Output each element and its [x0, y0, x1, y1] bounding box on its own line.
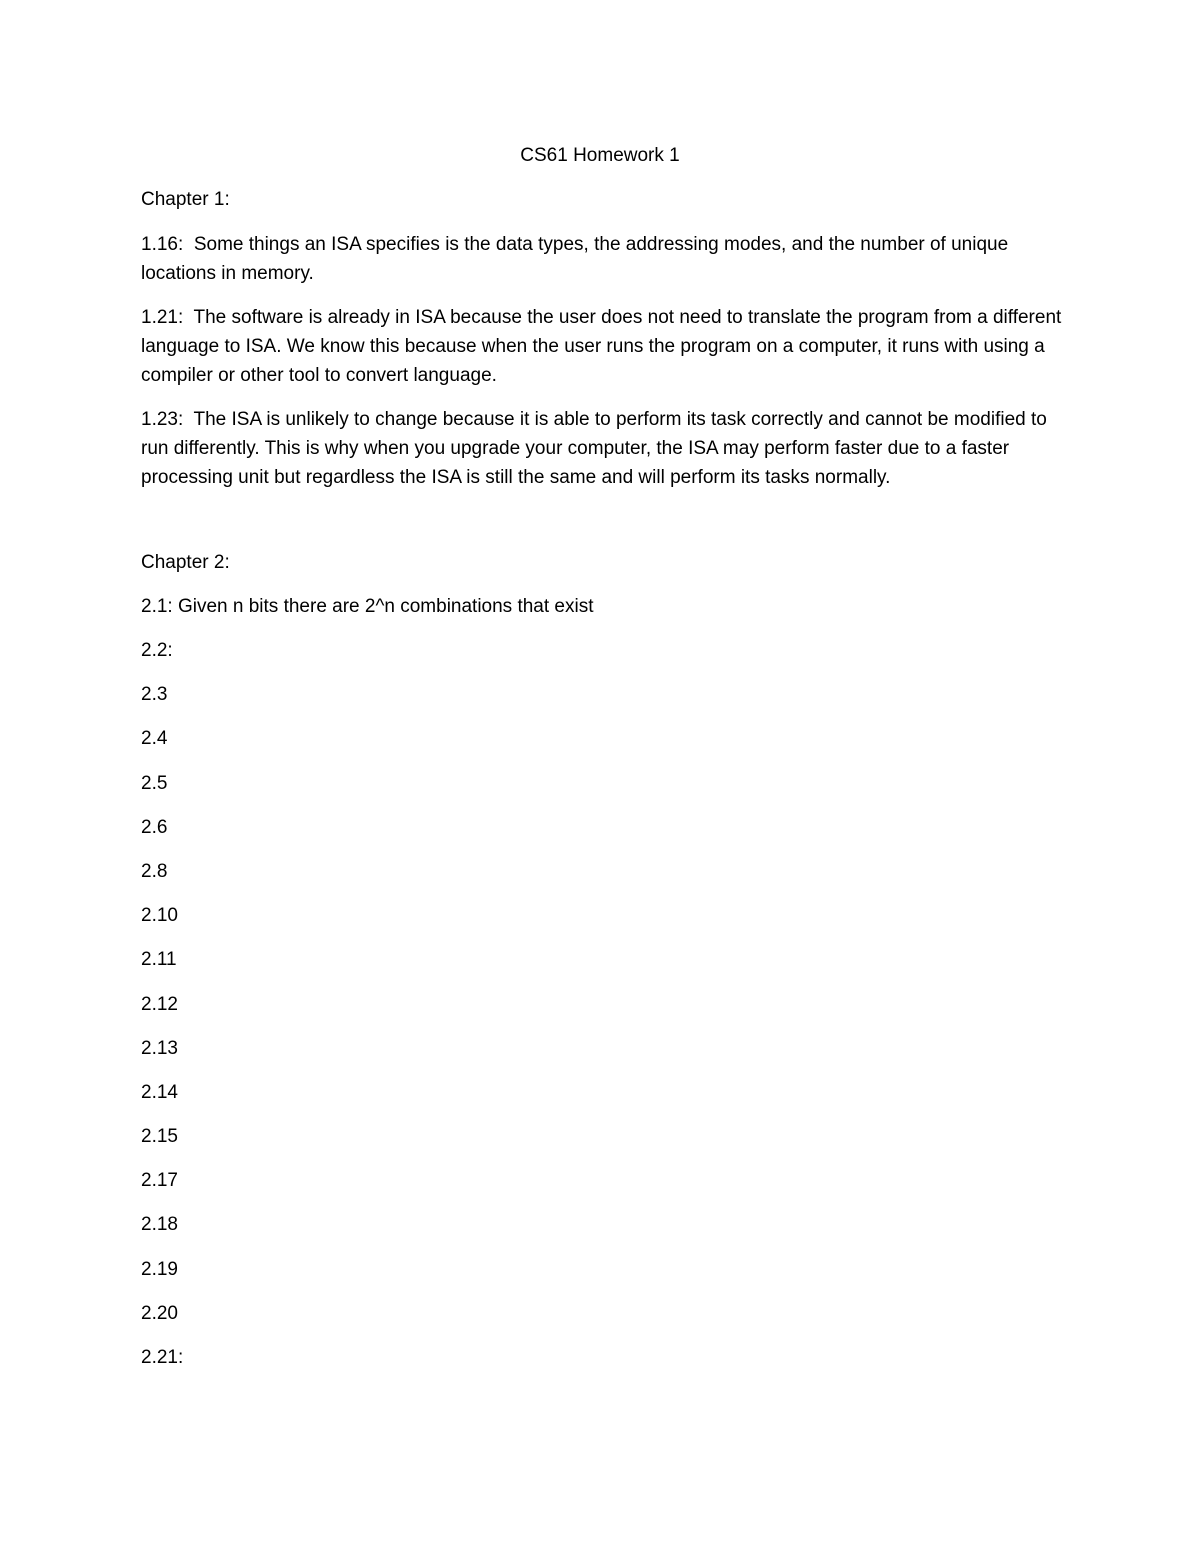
- question-item: 2.20: [141, 1302, 178, 1324]
- document-title: CS61 Homework 1: [520, 145, 680, 166]
- answer-1-16: [141, 230, 1071, 288]
- question-item: 2.5: [141, 772, 168, 794]
- question-item: 2.19: [141, 1258, 178, 1280]
- answer-text: The ISA is unlikely to change because it is able to perform its task correctly and cannot be modified to run differently. This is why when you upgrade your computer, the ISA may perform faster due to a faster processing unit but regardless the ISA is still the same and will perform its tasks normally.: [141, 409, 1047, 488]
- question-item: 2.21:: [141, 1347, 184, 1368]
- answer-text: Some things an ISA specifies is the data types, the addressing modes, and the number of unique locations in memory.: [141, 234, 1009, 284]
- answer-label: 1.16:: [141, 234, 184, 255]
- answer-1-21: [141, 303, 1071, 390]
- chapter-1-section: [141, 186, 1071, 507]
- question-item: 2.17: [141, 1170, 178, 1192]
- answer-1-23: [141, 405, 1071, 492]
- question-item: 2.18: [141, 1214, 178, 1236]
- answer-2-1: 2.1: Given n bits there are 2^n combinations that exist: [141, 596, 594, 617]
- chapter-2-heading: Chapter 2:: [141, 552, 230, 573]
- question-item: 2.12: [141, 993, 178, 1015]
- question-item: 2.14: [141, 1081, 178, 1103]
- question-item: 2.6: [141, 816, 168, 838]
- question-item: 2.11: [141, 949, 177, 971]
- answer-label: 1.23:: [141, 409, 184, 430]
- answer-label: 1.21:: [141, 307, 184, 328]
- answer-text: The software is already in ISA because the user does not need to translate the program from a different language to ISA. We know this because when the user runs the program on a computer, it runs with using a compiler or other tool to convert language.: [141, 307, 1062, 386]
- question-item: 2.15: [141, 1126, 178, 1148]
- question-item: 2.3: [141, 684, 168, 706]
- question-item: 2.10: [141, 905, 178, 927]
- question-item: 2.4: [141, 728, 168, 750]
- question-list: [141, 637, 1071, 1372]
- question-item: 2.2:: [141, 640, 173, 661]
- question-item: 2.13: [141, 1037, 178, 1059]
- question-item: 2.8: [141, 860, 168, 882]
- chapter-1-heading: Chapter 1:: [141, 189, 230, 210]
- chapter-2-section: [141, 549, 1071, 1388]
